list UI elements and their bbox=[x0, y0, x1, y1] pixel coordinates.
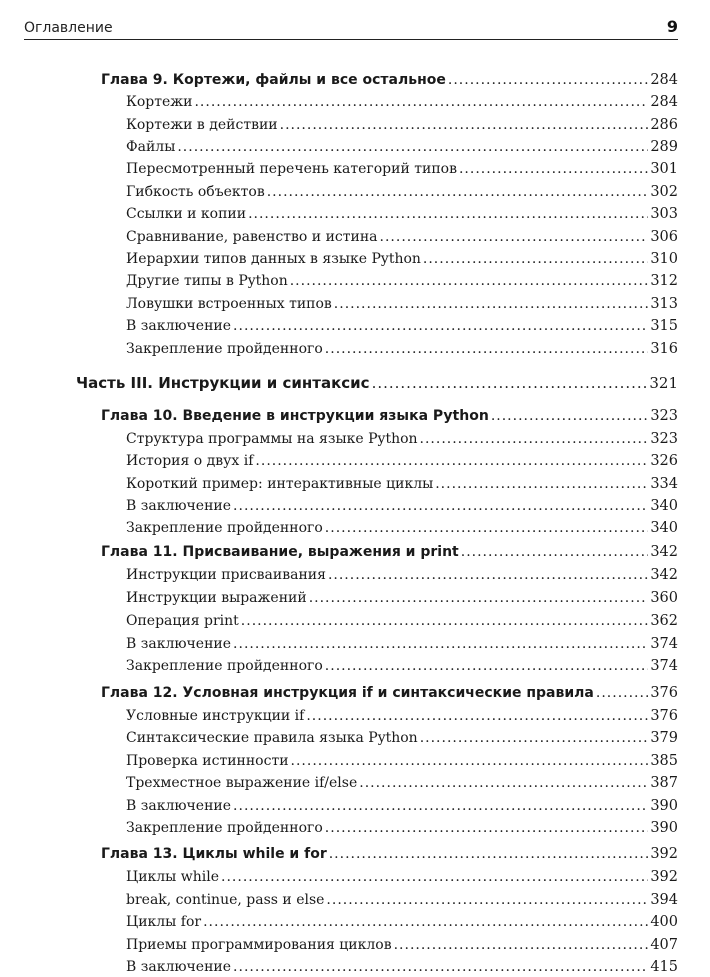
toc-entry-title: Сравнивание, равенство и истина bbox=[126, 229, 378, 245]
toc-section-entry bbox=[126, 294, 678, 314]
toc-section-entry bbox=[126, 182, 678, 202]
toc-section-entry bbox=[126, 496, 678, 516]
toc-chapter-entry bbox=[101, 844, 678, 864]
toc-section-entry bbox=[126, 867, 678, 887]
dot-leader bbox=[380, 227, 649, 247]
toc-entry-page-number: 379 bbox=[650, 730, 678, 746]
toc-entry-page-number: 340 bbox=[650, 520, 678, 536]
dot-leader bbox=[267, 182, 649, 202]
toc-section-entry bbox=[126, 818, 678, 838]
toc-entry-title: В заключение bbox=[126, 636, 232, 652]
toc-entry-title: Иерархии типов данных в языке Python bbox=[126, 251, 421, 267]
toc-section-entry bbox=[126, 518, 678, 538]
toc-part-entry bbox=[76, 373, 678, 393]
toc-entry-page-number: 323 bbox=[650, 408, 678, 424]
toc-section-entry bbox=[126, 588, 678, 608]
toc-chapter-entry bbox=[101, 542, 678, 562]
toc-section-entry bbox=[126, 429, 678, 449]
toc-entry-title: Закрепление пройденного bbox=[126, 520, 323, 536]
toc-entry-page-number: 362 bbox=[650, 613, 678, 629]
dot-leader bbox=[203, 912, 648, 932]
toc-entry-page-number: 312 bbox=[650, 273, 678, 289]
toc-entry-page-number: 407 bbox=[650, 937, 678, 953]
toc-entry-page-number: 301 bbox=[650, 161, 678, 177]
toc-entry-title: Гибкость объектов bbox=[126, 184, 265, 200]
toc-entry-page-number: 342 bbox=[650, 567, 678, 583]
toc-entry-title: Другие типы в Python bbox=[126, 273, 288, 289]
dot-leader bbox=[291, 751, 649, 771]
dot-leader bbox=[448, 70, 648, 90]
toc-entry-title: Глава 13. Циклы while и for bbox=[101, 846, 327, 862]
toc-entry-page-number: 390 bbox=[650, 798, 678, 814]
toc-entry-title: Глава 12. Условная инструкция if и синтаксические правила bbox=[101, 685, 594, 701]
toc-entry-page-number: 340 bbox=[650, 498, 678, 514]
toc-entry-page-number: 385 bbox=[650, 753, 678, 769]
dot-leader bbox=[328, 565, 648, 585]
toc-section-entry bbox=[126, 271, 678, 291]
toc-entry-page-number: 323 bbox=[650, 431, 678, 447]
toc-section-entry bbox=[126, 451, 678, 471]
toc-entry-page-number: 306 bbox=[650, 229, 678, 245]
toc-section-entry bbox=[126, 611, 678, 631]
toc-entry-page-number: 313 bbox=[650, 296, 678, 312]
toc-entry-title: Трехместное выражение if/else bbox=[126, 775, 358, 791]
toc-entry-page-number: 394 bbox=[650, 892, 678, 908]
toc-section-entry bbox=[126, 115, 678, 135]
dot-leader bbox=[435, 474, 648, 494]
toc-entry-page-number: 315 bbox=[650, 318, 678, 334]
toc-entry-page-number: 284 bbox=[650, 94, 678, 110]
toc-section-entry bbox=[126, 565, 678, 585]
toc-entry-title: Файлы bbox=[126, 139, 176, 155]
toc-entry-page-number: 360 bbox=[650, 590, 678, 606]
dot-leader bbox=[359, 773, 648, 793]
dot-leader bbox=[372, 373, 648, 393]
toc-entry-page-number: 316 bbox=[650, 341, 678, 357]
dot-leader bbox=[309, 588, 649, 608]
toc-section-entry bbox=[126, 957, 678, 977]
toc-chapter-entry bbox=[101, 683, 678, 703]
toc-section-entry bbox=[126, 935, 678, 955]
toc-entry-title: Инструкции выражений bbox=[126, 590, 307, 606]
toc-section-entry bbox=[126, 890, 678, 910]
dot-leader bbox=[221, 867, 648, 887]
toc-entry-title: break, continue, pass и else bbox=[126, 892, 325, 908]
dot-leader bbox=[280, 115, 649, 135]
toc-entry-title: В заключение bbox=[126, 498, 232, 514]
toc-entry-title: Закрепление пройденного bbox=[126, 820, 323, 836]
dot-leader bbox=[233, 496, 648, 516]
toc-entry-title: Пересмотренный перечень категорий типов bbox=[126, 161, 457, 177]
dot-leader bbox=[241, 611, 649, 631]
toc-section-entry bbox=[126, 634, 678, 654]
toc-entry-page-number: 334 bbox=[650, 476, 678, 492]
toc-entry-page-number: 302 bbox=[650, 184, 678, 200]
toc-section-entry bbox=[126, 773, 678, 793]
toc-entry-title: В заключение bbox=[126, 959, 232, 975]
dot-leader bbox=[325, 339, 649, 359]
dot-leader bbox=[325, 656, 649, 676]
dot-leader bbox=[326, 890, 648, 910]
toc-entry-title: Операция print bbox=[126, 613, 239, 629]
running-header-title: Оглавление bbox=[24, 20, 113, 36]
toc-section-entry bbox=[126, 751, 678, 771]
dot-leader bbox=[596, 683, 648, 703]
toc-entry-page-number: 392 bbox=[650, 869, 678, 885]
toc-entry-page-number: 326 bbox=[650, 453, 678, 469]
toc-entry-page-number: 415 bbox=[650, 959, 678, 975]
toc-entry-page-number: 400 bbox=[650, 914, 678, 930]
toc-entry-title: В заключение bbox=[126, 318, 232, 334]
dot-leader bbox=[233, 957, 648, 977]
dot-leader bbox=[233, 796, 648, 816]
dot-leader bbox=[194, 92, 648, 112]
toc-entry-title: Структура программы на языке Python bbox=[126, 431, 418, 447]
page-number: 9 bbox=[666, 17, 678, 36]
dot-leader bbox=[233, 634, 648, 654]
toc-entry-page-number: 374 bbox=[650, 636, 678, 652]
toc-entry-page-number: 374 bbox=[650, 658, 678, 674]
dot-leader bbox=[255, 451, 648, 471]
toc-entry-title: Циклы while bbox=[126, 869, 220, 885]
toc-section-entry bbox=[126, 249, 678, 269]
dot-leader bbox=[459, 159, 648, 179]
toc-section-entry bbox=[126, 912, 678, 932]
toc-entry-page-number: 392 bbox=[650, 846, 678, 862]
toc-entry-title: Синтаксические правила языка Python bbox=[126, 730, 418, 746]
toc-section-entry bbox=[126, 204, 678, 224]
toc-entry-page-number: 376 bbox=[650, 708, 678, 724]
toc-section-entry bbox=[126, 159, 678, 179]
running-header bbox=[24, 16, 678, 40]
toc-section-entry bbox=[126, 339, 678, 359]
toc-entry-title: Условные инструкции if bbox=[126, 708, 305, 724]
toc-entry-title: Закрепление пройденного bbox=[126, 658, 323, 674]
dot-leader bbox=[306, 706, 648, 726]
toc-entry-title: Инструкции присваивания bbox=[126, 567, 326, 583]
toc-entry-title: Проверка истинности bbox=[126, 753, 289, 769]
dot-leader bbox=[394, 935, 649, 955]
toc-entry-page-number: 376 bbox=[650, 685, 678, 701]
dot-leader bbox=[290, 271, 649, 291]
toc-entry-title: Циклы for bbox=[126, 914, 202, 930]
dot-leader bbox=[248, 204, 648, 224]
toc-chapter-entry bbox=[101, 70, 678, 90]
dot-leader bbox=[329, 844, 649, 864]
toc-entry-title: Глава 11. Присваивание, выражения и print bbox=[101, 544, 459, 560]
toc-entry-title: Глава 9. Кортежи, файлы и все остальное bbox=[101, 72, 446, 88]
toc-entry-title: Глава 10. Введение в инструкции языка Python bbox=[101, 408, 489, 424]
dot-leader bbox=[461, 542, 649, 562]
dot-leader bbox=[325, 818, 649, 838]
toc-section-entry bbox=[126, 137, 678, 157]
dot-leader bbox=[420, 728, 649, 748]
toc-entry-page-number: 289 bbox=[650, 139, 678, 155]
toc-entry-page-number: 284 bbox=[650, 72, 678, 88]
toc-entry-page-number: 310 bbox=[650, 251, 678, 267]
dot-leader bbox=[334, 294, 649, 314]
dot-leader bbox=[233, 316, 648, 336]
toc-entry-title: Ссылки и копии bbox=[126, 206, 247, 222]
toc-entry-title: Кортежи bbox=[126, 94, 193, 110]
toc-entry-title: В заключение bbox=[126, 798, 232, 814]
toc-section-entry bbox=[126, 728, 678, 748]
toc-chapter-entry bbox=[101, 406, 678, 426]
toc-entry-title: Приемы программирования циклов bbox=[126, 937, 392, 953]
toc-entry-page-number: 321 bbox=[649, 374, 678, 392]
toc-section-entry bbox=[126, 656, 678, 676]
toc-section-entry bbox=[126, 706, 678, 726]
dot-leader bbox=[423, 249, 648, 269]
toc-entry-title: Кортежи в действии bbox=[126, 117, 278, 133]
toc-entry-page-number: 387 bbox=[650, 775, 678, 791]
dot-leader bbox=[420, 429, 649, 449]
toc-entry-title: Короткий пример: интерактивные циклы bbox=[126, 476, 434, 492]
toc-section-entry bbox=[126, 92, 678, 112]
toc-entry-page-number: 303 bbox=[650, 206, 678, 222]
toc-entry-title: Часть III. Инструкции и синтаксис bbox=[76, 374, 370, 392]
toc-section-entry bbox=[126, 796, 678, 816]
toc-entry-page-number: 286 bbox=[650, 117, 678, 133]
toc-section-entry bbox=[126, 474, 678, 494]
toc-section-entry bbox=[126, 316, 678, 336]
dot-leader bbox=[325, 518, 649, 538]
toc-entry-page-number: 342 bbox=[650, 544, 678, 560]
toc-entry-title: История о двух if bbox=[126, 453, 254, 469]
toc-entry-page-number: 390 bbox=[650, 820, 678, 836]
toc-entry-title: Закрепление пройденного bbox=[126, 341, 323, 357]
dot-leader bbox=[491, 406, 649, 426]
dot-leader bbox=[177, 137, 648, 157]
toc-section-entry bbox=[126, 227, 678, 247]
toc-entry-title: Ловушки встроенных типов bbox=[126, 296, 332, 312]
